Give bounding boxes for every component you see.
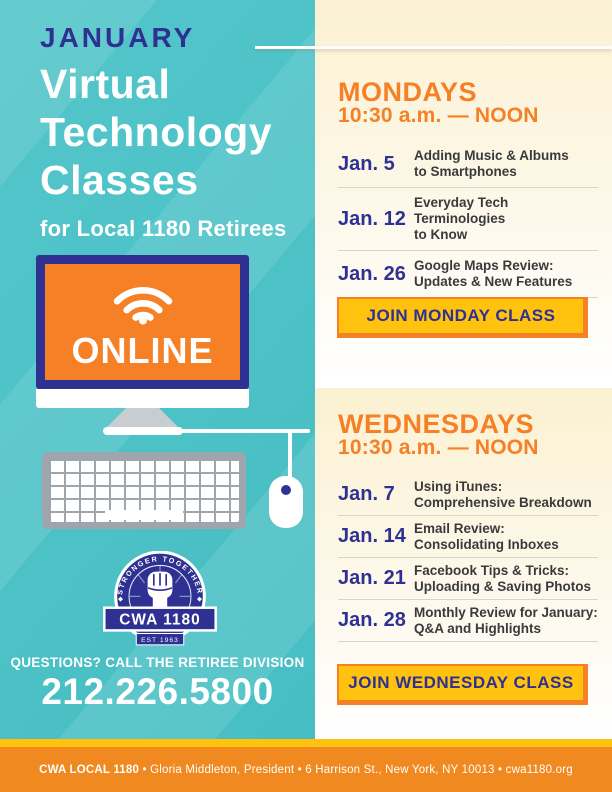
class-title: Monthly Review for January: Q&A and Highlights xyxy=(414,604,598,636)
class-title: Google Maps Review: Updates & New Features xyxy=(414,258,573,289)
join-wednesday-button[interactable]: JOIN WEDNESDAY CLASS xyxy=(337,664,588,705)
logo-est: EST 1963 xyxy=(141,636,179,644)
keyboard-keys xyxy=(49,459,239,522)
wifi-icon xyxy=(106,273,180,325)
teal-panel xyxy=(0,0,315,739)
title-subtitle: for Local 1180 Retirees xyxy=(40,216,287,241)
mouse-graphic xyxy=(269,476,303,528)
questions-label: QUESTIONS? CALL THE RETIREE DIVISION xyxy=(10,655,305,670)
keyboard-spacebar xyxy=(105,510,183,520)
join-monday-button[interactable]: JOIN MONDAY CLASS xyxy=(337,297,588,338)
title-line-3: Classes xyxy=(40,157,199,203)
monday-heading: MONDAYS xyxy=(338,77,478,107)
footer-org: CWA LOCAL 1180 xyxy=(39,763,140,776)
monday-time: 10:30 a.m. — NOON xyxy=(338,104,539,127)
class-date: Jan. 7 xyxy=(338,483,395,505)
class-date: Jan. 28 xyxy=(338,609,406,631)
class-title: Using iTunes: Comprehensive Breakdown xyxy=(414,478,592,510)
monitor-graphic xyxy=(36,255,249,389)
phone-number[interactable]: 212.226.5800 xyxy=(41,671,274,712)
wednesday-time: 10:30 a.m. — NOON xyxy=(338,436,539,459)
keyboard-graphic xyxy=(42,452,246,529)
class-row xyxy=(338,251,598,298)
footer-text xyxy=(39,764,573,776)
logo-arc-text: STRONGER TOGETHER xyxy=(115,554,205,596)
class-row xyxy=(338,558,598,600)
class-row xyxy=(338,474,598,516)
monday-class-list xyxy=(338,141,598,298)
title-block xyxy=(40,22,287,242)
wednesday-class-list xyxy=(338,474,598,642)
class-title: Email Review: Consolidating Inboxes xyxy=(414,520,559,552)
class-row xyxy=(338,141,598,188)
monitor-stand-base xyxy=(103,427,183,435)
cwa-1180-logo xyxy=(102,551,218,650)
class-row xyxy=(338,516,598,558)
class-row xyxy=(338,188,598,251)
mouse-scroll-dot xyxy=(281,485,291,495)
online-label: ONLINE xyxy=(71,329,214,371)
monitor-bezel xyxy=(36,389,249,408)
title-month: JANUARY xyxy=(40,22,196,53)
wednesday-heading: WEDNESDAYS xyxy=(338,409,535,439)
class-title: Adding Music & Albums to Smartphones xyxy=(414,148,569,179)
mouse-cable-drop xyxy=(288,430,292,480)
class-date: Jan. 12 xyxy=(338,207,406,230)
class-date: Jan. 5 xyxy=(338,152,395,175)
class-date: Jan. 26 xyxy=(338,262,406,285)
top-divider-line xyxy=(255,46,612,49)
footer-bar xyxy=(0,747,612,792)
logo-name: CWA 1180 xyxy=(119,611,201,629)
footer-details: • Gloria Middleton, President • 6 Harrison St., New York, NY 10013 • cwa1180.org xyxy=(142,763,573,776)
class-date: Jan. 21 xyxy=(338,567,406,589)
class-title: Facebook Tips & Tricks: Uploading & Saving Photos xyxy=(414,562,592,594)
class-title: Everyday Tech Terminologies to Know xyxy=(414,195,509,242)
class-row xyxy=(338,600,598,642)
title-line-1: Virtual xyxy=(40,61,171,107)
class-date: Jan. 14 xyxy=(338,525,406,547)
yellow-accent-strip xyxy=(0,739,612,747)
monitor-stand xyxy=(105,408,180,429)
title-line-2: Technology xyxy=(40,109,273,155)
